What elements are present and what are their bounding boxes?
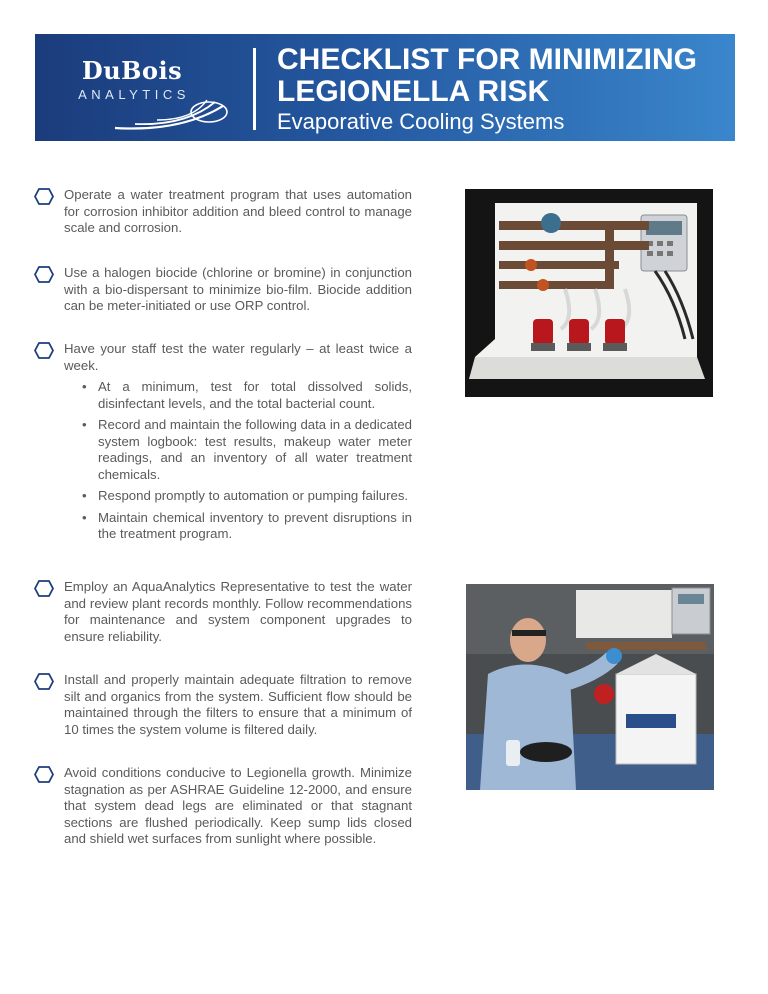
page-title bbox=[277, 44, 727, 108]
header-divider bbox=[253, 48, 256, 130]
hexagon-outline-icon bbox=[34, 342, 54, 359]
title-line-2: LEGIONELLA RISK bbox=[277, 75, 550, 108]
sub-list-item bbox=[64, 417, 412, 483]
technician-testing-photo bbox=[466, 584, 714, 790]
hexagon-outline-icon bbox=[34, 188, 54, 205]
hexagon-outline-icon bbox=[34, 766, 54, 783]
chemical-feed-panel-photo bbox=[465, 189, 713, 397]
checklist-item-text: Employ an AquaAnalytics Representative to test the water and review plant records monthly. Follow recommendations for maintenance and system component upgrades to ensure reliability. bbox=[64, 579, 412, 644]
checklist-item bbox=[32, 265, 412, 315]
checklist-item-text: Operate a water treatment program that uses automation for corrosion inhibitor addition and bleed control to manage scale and corrosion. bbox=[64, 187, 412, 235]
checklist-item bbox=[32, 672, 412, 738]
logo-name: DuBois bbox=[81, 56, 183, 85]
sub-list-item bbox=[64, 510, 412, 543]
checklist-item-text: Avoid conditions conducive to Legionella growth. Minimize stagnation as per ASHRAE Guideline 12-2000, and ensure that system dead legs are eliminated or that stagnant sections are flushed periodically. Keep sump lids closed and shield wet surfaces from sunlight where possible. bbox=[64, 765, 412, 846]
checklist-item bbox=[32, 579, 412, 645]
sub-list-item-text: Respond promptly to automation or pumping failures. bbox=[98, 488, 409, 503]
bullet-icon: • bbox=[82, 509, 87, 525]
header-banner bbox=[35, 34, 735, 141]
technician-illustration bbox=[466, 584, 714, 790]
bullet-icon: • bbox=[82, 379, 87, 394]
sub-list-item bbox=[64, 379, 412, 412]
dubois-logo bbox=[71, 54, 231, 126]
hexagon-outline-icon bbox=[34, 673, 54, 690]
checklist-item-text: Install and properly maintain adequate filtration to remove silt and organics from the system. Sufficient flow should be maintained through the filters to ensure that a minimum of 10 times the system volume is filtered daily. bbox=[64, 672, 412, 737]
feed-panel-illustration bbox=[465, 189, 713, 397]
checklist-item bbox=[32, 765, 412, 848]
sub-list-item-text: At a minimum, test for total dissolved solids, disinfectant levels, and the total bacterial count. bbox=[98, 379, 412, 411]
logo-subtitle: ANALYTICS bbox=[78, 87, 190, 102]
checklist-item-text: Have your staff test the water regularly – at least twice a week. bbox=[64, 341, 412, 373]
hexagon-outline-icon bbox=[34, 580, 54, 597]
sub-list-item bbox=[64, 488, 412, 505]
title-line-1: CHECKLIST FOR MINIMIZING bbox=[277, 43, 697, 76]
sub-list bbox=[64, 379, 412, 543]
page-subtitle: Evaporative Cooling Systems bbox=[277, 109, 565, 134]
sub-list-item-text: Maintain chemical inventory to prevent disruptions in the treatment program. bbox=[98, 509, 412, 541]
checklist-item-text: Use a halogen biocide (chlorine or bromine) in conjunction with a bio-dispersant to minimize bio-film. Biocide addition can be meter-initiated or use ORP control. bbox=[64, 265, 412, 313]
logo-swoosh-icon bbox=[111, 98, 231, 134]
checklist-item bbox=[32, 187, 412, 237]
bullet-icon: • bbox=[82, 417, 87, 432]
bullet-icon: • bbox=[82, 488, 87, 503]
hexagon-outline-icon bbox=[34, 266, 54, 283]
checklist-item bbox=[32, 341, 412, 548]
sub-list-item-text: Record and maintain the following data in a dedicated system logbook: test results, makeup water meter readings, and an inventory of all water treatment chemicals. bbox=[98, 417, 412, 482]
